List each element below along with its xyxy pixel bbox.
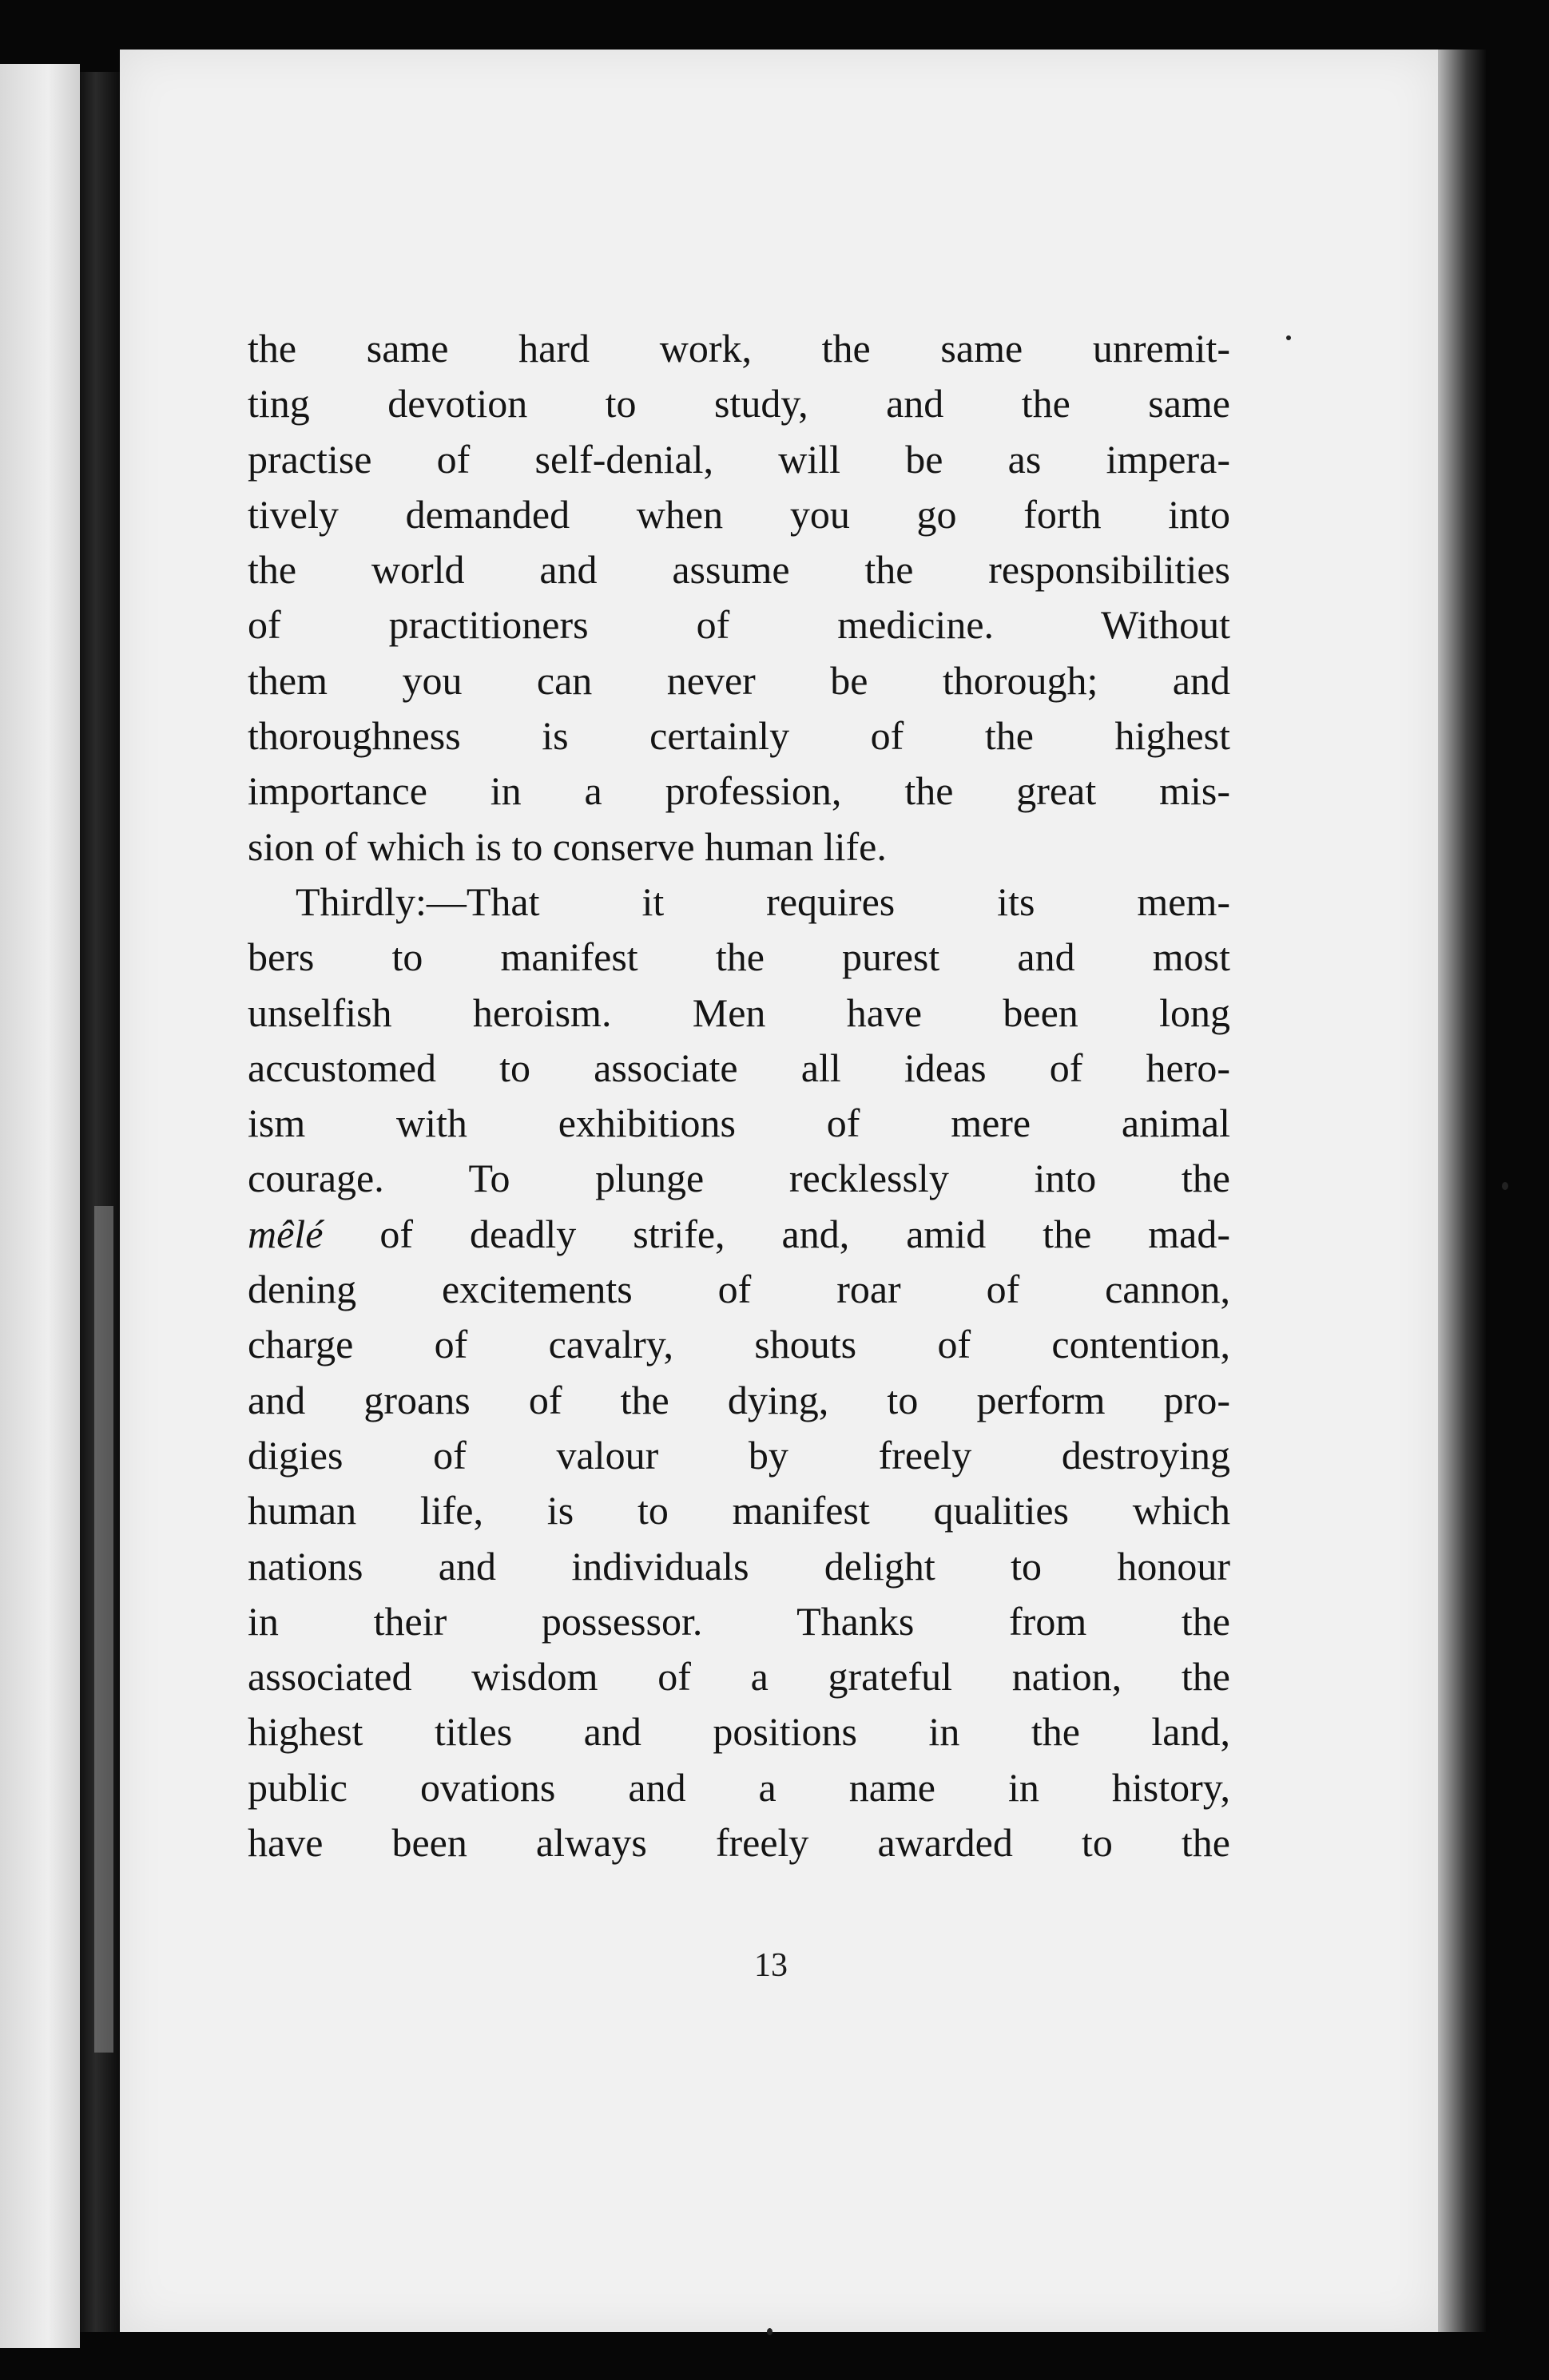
text-line: sion of which is to conserve human life. <box>248 823 887 869</box>
text-line: public ovations and a name in history, <box>248 1764 1230 1810</box>
text-line: ism with exhibitions of mere animal <box>248 1101 1230 1146</box>
text-line: thoroughness is certainly of the highest <box>248 713 1230 759</box>
text-line: in their possessor. Thanks from the <box>248 1598 1230 1644</box>
text-line: courage. To plunge recklessly into the <box>248 1156 1230 1201</box>
text-line: accustomed to associate all ideas of hero- <box>248 1045 1230 1090</box>
text-line: highest titles and positions in the land, <box>248 1709 1230 1755</box>
text-line: the world and assume the responsibilities <box>248 547 1230 593</box>
paragraph-start-line: Thirdly:—That it requires its mem- <box>296 879 1230 924</box>
book-page <box>120 50 1438 2332</box>
text-line-rest: of deadly strife, and, amid the mad- <box>379 1211 1230 1256</box>
binding-highlight <box>94 1206 113 2053</box>
text-line: practise of self-denial, will be as impera- <box>248 436 1230 482</box>
text-line: human life, is to manifest qualities which <box>248 1488 1230 1533</box>
text-line: bers to manifest the purest and most <box>248 934 1230 980</box>
page-number: 13 <box>754 1947 788 1984</box>
text-line: digies of valour by freely destroying <box>248 1432 1230 1478</box>
text-line: ting devotion to study, and the same <box>248 381 1230 426</box>
text-line-with-italic <box>248 1207 1230 1262</box>
page-edge-shadow <box>1438 50 1486 2332</box>
text-line: unselfish heroism. Men have been long <box>248 990 1230 1035</box>
scan-speck <box>1502 1182 1508 1190</box>
scan-speck <box>767 2328 773 2335</box>
italic-word: mêlé <box>248 1211 324 1256</box>
text-line: charge of cavalry, shouts of contention, <box>248 1322 1230 1367</box>
text-line: the same hard work, the same unremit- <box>248 326 1230 371</box>
text-line: importance in a profession, the great mis- <box>248 768 1230 814</box>
text-line: have been always freely awarded to the <box>248 1820 1230 1866</box>
text-line: of practitioners of medicine. Without <box>248 602 1230 648</box>
text-line: and groans of the dying, to perform pro- <box>248 1377 1230 1422</box>
text-line: associated wisdom of a grateful nation, the <box>248 1654 1230 1700</box>
text-line: tively demanded when you go forth into <box>248 491 1230 537</box>
text-line: nations and individuals delight to honour <box>248 1543 1230 1589</box>
text-line: them you can never be thorough; and <box>248 657 1230 703</box>
text-line: dening excitements of roar of cannon, <box>248 1267 1230 1312</box>
previous-leaf-edge <box>0 64 80 2348</box>
scan-speck <box>1286 335 1291 340</box>
body-text <box>248 321 1230 1870</box>
